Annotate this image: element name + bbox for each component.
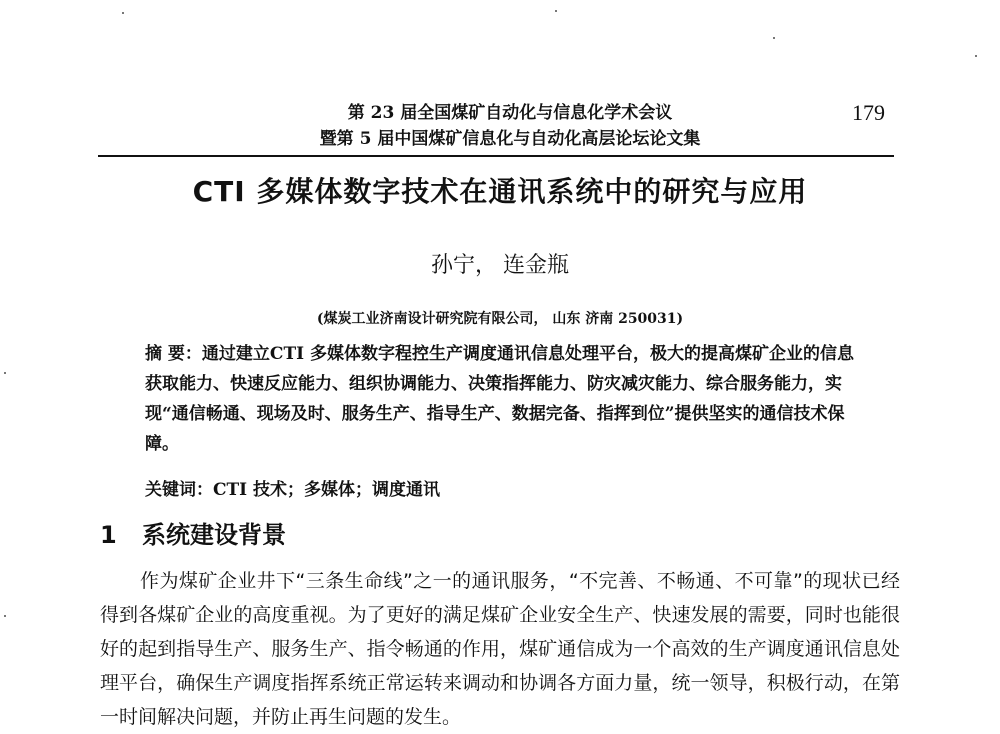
section-number: 1 [100,521,117,549]
scan-speck [975,55,977,57]
abstract [145,339,865,459]
scan-speck [4,372,6,374]
scan-speck [773,37,775,39]
keywords-label: 关键词： [145,480,213,500]
section-title: 系统建设背景 [142,521,286,549]
section-heading [100,517,900,553]
affiliation: (煤炭工业济南设计研究院有限公司， 山东 济南 250031) [316,311,684,327]
author-1: 孙宁， [430,253,497,278]
header-rule [98,155,894,157]
author-list [100,250,900,282]
running-head [230,100,790,152]
running-head-line-1: 第 23 届全国煤矿自动化与信息化学术会议 [347,103,673,123]
running-head-line-2: 暨第 5 届中国煤矿信息化与自动化高层论坛论文集 [319,129,701,149]
abstract-text: 通过建立CTI 多媒体数字程控生产调度通讯信息处理平台，极大的提高煤矿企业的信息获取能力、快速反应能力、组织协调能力、决策指挥能力、防灾减灾能力、综合服务能力，实现“通信畅通、现场及时、服务生产、指导生产、数据完备、指挥到位”提供坚实的通信技术保障。 [145,344,854,454]
page-number: 179 [852,100,885,125]
paper-title: CTI 多媒体数字技术在通讯系统中的研究与应用 [192,175,808,208]
keywords-text: CTI 技术；多媒体；调度通讯 [213,480,441,500]
abstract-label: 摘 要： [145,344,202,364]
scan-speck [122,12,124,14]
author-2: 连金瓶 [503,253,570,278]
keywords [145,476,865,504]
scan-speck [4,615,6,617]
body-paragraph: 作为煤矿企业井下“三条生命线”之一的通讯服务，“不完善、不畅通、不可靠”的现状已经得到各煤矿企业的高度重视。为了更好的满足煤矿企业安全生产、快速发展的需要，同时也能很好的起到指导生产、服务生产、指令畅通的作用，煤矿通信成为一个高效的生产调度通讯信息处理平台，确保生产调度指挥系统正常运转来调动和协调各方面力量，统一领导，积极行动，在第一时间解决问题，并防止再生问题的发生。 [100,570,900,728]
scan-speck [555,10,557,12]
